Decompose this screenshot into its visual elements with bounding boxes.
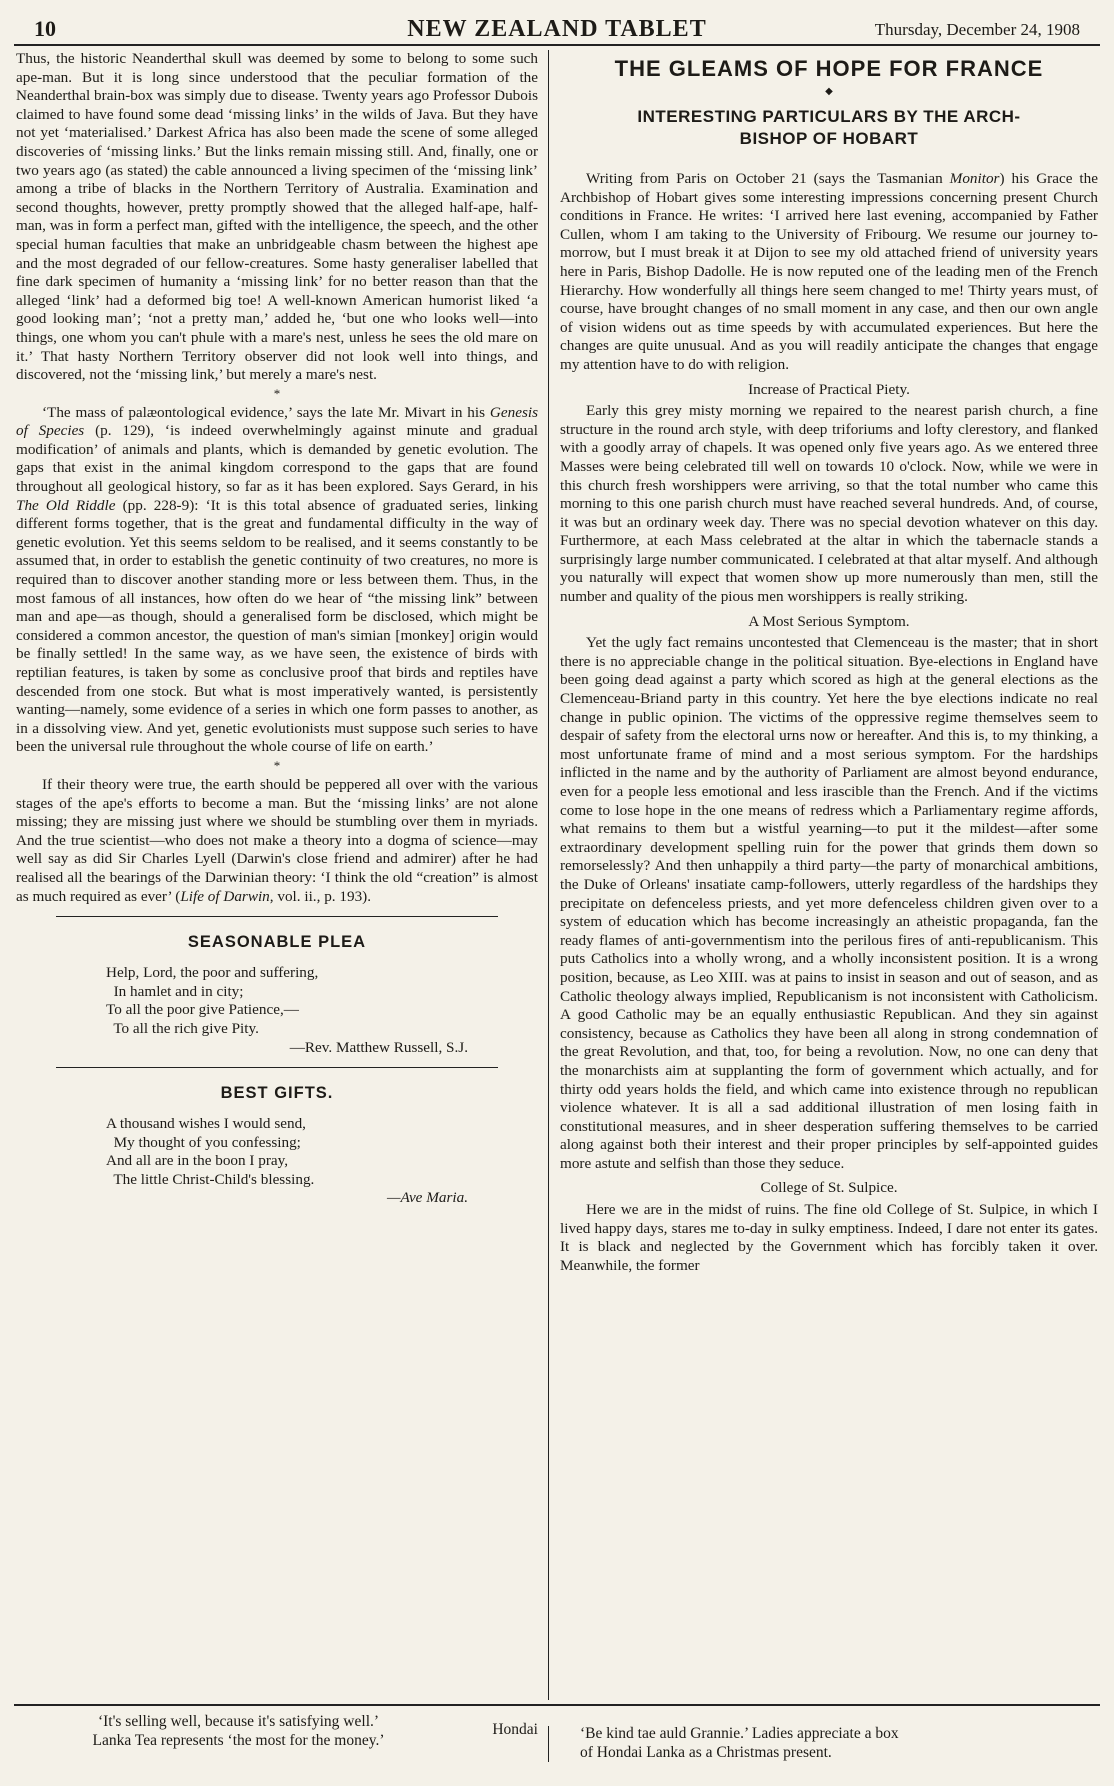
plea-poem — [106, 964, 538, 1038]
right-column — [560, 50, 1098, 1275]
article-title: THE GLEAMS OF HOPE FOR FRANCE — [614, 56, 1044, 81]
ad-right-line: ‘Be kind tae auld Grannie.’ Ladies appreciate a box — [580, 1725, 899, 1742]
poem-line: The little Christ-Child's blessing. — [106, 1170, 315, 1188]
mivart-text-b: (p. 129), ‘is indeed overwhelmingly against minute and gradual modification’ of animals and plants, which is demanded by genetic evolution. The gaps that exist in the animal kingdom correspond to the gaps that are found throughout all geological history, so far as it has been explored. Says Gerard, in his — [16, 422, 539, 496]
column-divider — [548, 50, 549, 1700]
poem-line: Help, Lord, the poor and suffering, — [106, 964, 319, 982]
footer-ad-right — [580, 1724, 1080, 1762]
poem-line: A thousand wishes I would send, — [106, 1115, 306, 1133]
paper-name: NEW ZEALAND TABLET — [407, 16, 707, 42]
ad-left-brand: Hondai — [492, 1721, 538, 1738]
mivart-text-c: (pp. 228-9): ‘It is this total absence of graduated series, linking different forms together, that is the great and fundamental difficulty in the way of genetic evolution. Yet this seems seldom to be realised, and it seems constantly to be assumed that, in order to establish the genetic continuity of two creatures, no more is required than to discover another standing more or less between them. Thus, in the most famous of all instances, how often do we hear of “the missing link” between man and ape—as though, should a generalised form be disclosed, which might be considered a common ancestor, the question of man's simian [monkey] origin would be finally settled! In the same way, as we have seen, the existence of birds with reptilian features, is taken by some as conclusive proof that birds and reptiles have descended from one stock. But what is most imperatively wanted, is persistently wanting—namely, some evidence of a series in which one form passes to another, as in a dissolving view. And yet, genetic evolutionists must suppose such series to have been the universal rule throughout the whole course of life on earth.’ — [16, 496, 538, 756]
gifts-heading: BEST GIFTS. — [220, 1084, 334, 1103]
header-rule — [14, 44, 1100, 46]
subtitle-line: BISHOP OF HOBART — [739, 129, 919, 148]
theory-text-b: , vol. ii., p. 193). — [269, 887, 372, 905]
paragraph-sulpice: Here we are in the midst of ruins. The fine old College of St. Sulpice, in which I lived happy days, stares me to-day in sulky emptiness. Indeed, I dare not enter its gates. It is black and neglected by the Government which has forcibly taken it over. Meanwhile, the former — [560, 1201, 1098, 1274]
section-star: * — [273, 385, 281, 401]
plea-heading: SEASONABLE PLEA — [187, 933, 367, 952]
page-number: 10 — [34, 16, 56, 41]
paragraph-neanderthal: Thus, the historic Neanderthal skull was deemed by some to belong to some such ape-man. But it is long since understood that the peculiar formation of the Neanderthal brain-box was simply due to disease. Twenty years ago Professor Dubois claimed to have found some dead ‘missing links’ in the wilds of Java. But they have not yet ‘materialised.’ Darkest Africa has also been made the scene of some alleged discoveries of ‘missing links.’ But the links remain missing still. And, finally, one or two years ago (as stated) the cable announced a living specimen of the ‘missing link’ among a tribe of blacks in the Northern Territory of Australia. Examination and second thoughts, however, pretty promptly showed that the alleged half-ape, half-man, was in form a perfect man, gifted with the intelligence, the speech, and the other special human faculties that make an unbridgeable chasm between the highest ape and the most degraded of our fellow-creatures. Some hasty generaliser labelled that fine dark specimen of humanity a ‘missing link’ for no better reason than that the alleged ‘link’ had a deformed big toe! A well-known American humorist liked ‘a good looking man’; ‘not a pretty man,’ added he, ‘but one who looks well—into things, one whom you can't phule with a mare's nest, unless he sees the old mare on it.’ That hasty Northern Territory observer did not look well into things, and discovered, not the ‘missing link,’ but merely a mare's nest. — [16, 50, 538, 384]
footer-divider — [548, 1726, 549, 1762]
issue-date: Thursday, December 24, 1908 — [874, 20, 1080, 39]
gifts-attribution — [16, 1189, 468, 1208]
gerard-book-title: The Old Riddle — [16, 496, 116, 514]
ad-left-line: ‘It's selling well, because it's satisfying well.’ — [97, 1713, 380, 1730]
paragraph-piety: Early this grey misty morning we repaired to the nearest parish church, a fine structure in the round arch style, with deep triforiums and lofty clerestory, and flanked with a goodly array of chapels. It was opened only five years ago. As we entered three Masses were being celebrated till well on towards 10 o'clock. Now, while we were in this church fresh worshippers were arriving, so that the total number who came this morning to this one parish church must have reached several hundreds. And, of course, it was but an ordinary week day. There was no special devotion whatever on this day. Furthermore, at each Mass celebrated at the altar in which the tabernacle stands a surprisingly large number communicated. I celebrated at that altar myself. And although you naturally will expect that women show up more numerously than men, still the number and quality of the pious men worshippers is really striking. — [560, 402, 1098, 606]
ad-right-line: of Hondai Lanka as a Christmas present. — [580, 1744, 832, 1761]
mivart-text-a: ‘The mass of palæontological evidence,’ says the late Mr. Mivart in his — [42, 403, 490, 421]
darwin-book-title: Life of Darwin — [180, 887, 270, 905]
theory-text-a: If their theory were true, the earth should be peppered all over with the various stages of the ape's efforts to become a man. But the ‘missing links’ are not alone missing; they are missing just where we should be stumbling over them in myriads. And the true scientist—who does not make a theory into a dogma of science—may well say as did Sir Charles Lyell (Darwin's close friend and admirer) after he had realised all the bearings of the Darwinian theory: ‘I think the old “creation” is almost as much required as ever’ ( — [16, 775, 538, 905]
poem-line: To all the rich give Pity. — [106, 1019, 259, 1037]
subheading-piety: Increase of Practical Piety. — [748, 380, 910, 398]
subheading-sulpice: College of St. Sulpice. — [760, 1179, 898, 1197]
poem-line: And all are in the boon I pray, — [106, 1152, 289, 1170]
paragraph-mivart — [16, 404, 538, 757]
paragraph-symptom: Yet the ugly fact remains uncontested that Clemenceau is the master; that in short there is no appreciable change in the political situation. Bye-elections in England have been going dead against a party which scored as high at the general elections as the Clemenceau-Briand party in this country. Yet here the bye elections indicate no real change in public opinion. The victims of the oppressive regime themselves seem to despair of safety from the electoral urns now or hereafter. And this is, to my thinking, a most unfortunate frame of mind and a most serious symptom. For the hardships inflicted in the name and by the authority of Parliament are almost beyond endurance, even for a people less emotional and less irascible than the French. And if the victims come to lose hope in the one means of redress which a Parliamentary regime affords, what remains to them but a wistful yearning—to put it the mildest—after some extraordinary development spelling ruin for the power that grinds them down so remorselessly? And then unhappily a third party—the party of monarchical ambitions, the Duke of Orleans' insatiate camp-followers, utterly regardless of the hardships they precipitate on defenceless priests, and yet more defenceless children given over to a system of education which has become increasingly an atheistic propaganda, fan the ready flames of anti-governmentism into the perilous fires of anti-republicanism. This puts Catholics into a wholly wrong, and a wholly inconsistent position. It is a wrong position, because, as Leo XIII. was at pains to insist in season and out of season, and as Catholic theology always implied, Republicanism is not inconsistent with Catholicism. A good Catholic may be an equally enthusiastic Republican. And they sin against consistency, because as Catholics they have been all along in strong condemnation of the great Revolution, and that, too, for being a revolution. Now, no one can deny that the monarchists aim at supplanting the form of government which actually, and for thirty odd years holds the field, and which came into existence through no republican violence whatever. It is all a sad additional illustration of men losing faith in constitutional measures, and in sheer desperation suffering themselves to be carried along against both their interest and their proper principles by self-appointed guides more astute and selfish than those they seduce. — [560, 634, 1098, 1172]
masthead — [34, 16, 1080, 42]
title-ornament: ◆ — [825, 86, 833, 97]
mivart-book-title: Genesis of Species — [16, 403, 538, 440]
ad-left-line: Lanka Tea represents ‘the most for the money.’ — [92, 1732, 385, 1749]
divider-rule-2 — [56, 1067, 498, 1068]
monitor-title: Monitor — [949, 170, 1000, 187]
subheading-symptom: A Most Serious Symptom. — [748, 612, 910, 630]
article-subtitle — [560, 106, 1098, 150]
paris-text-b: ) his Grace the Archbishop of Hobart gives some interesting impressions concerning present Church conditions in France. He writes: ‘I arrived here last evening, accompanied by Father Cullen, whom I am taking to the University of Fribourg. We resume our journey to-morrow, but I must break it at Dijon to see my old attached friend of university years here in Paris, Bishop Dadolle. He is now reputed one of the leading men of the French Hierarchy. How wonderfully all things here seem changed to me! Thirty years must, of course, have brought changes of no small moment in any case, and then our own angle of vision widens out as time speeds by with accumulated experiences. But here the changes are quite unusual. And as you will readily anticipate the changes that engage my attention have to do with religion. — [560, 170, 1098, 373]
gifts-poem — [106, 1115, 538, 1189]
plea-attribution: —Rev. Matthew Russell, S.J. — [289, 1038, 468, 1056]
paris-text-a: Writing from Paris on October 21 (says the Tasmanian — [586, 170, 950, 187]
poem-line: In hamlet and in city; — [106, 982, 244, 1000]
footer-ad-left — [16, 1712, 538, 1750]
poem-line: To all the poor give Patience,— — [106, 1001, 299, 1019]
subtitle-line: INTERESTING PARTICULARS BY THE ARCH- — [637, 107, 1021, 126]
paragraph-writing-from-paris — [560, 170, 1098, 375]
paragraph-theory — [16, 776, 538, 906]
poem-line: My thought of you confessing; — [106, 1133, 301, 1151]
section-star-2: * — [273, 757, 281, 773]
footer-rule — [14, 1704, 1100, 1706]
gifts-attribution-text: —Ave Maria. — [387, 1189, 468, 1207]
left-column — [16, 50, 538, 1208]
divider-rule — [56, 916, 498, 917]
